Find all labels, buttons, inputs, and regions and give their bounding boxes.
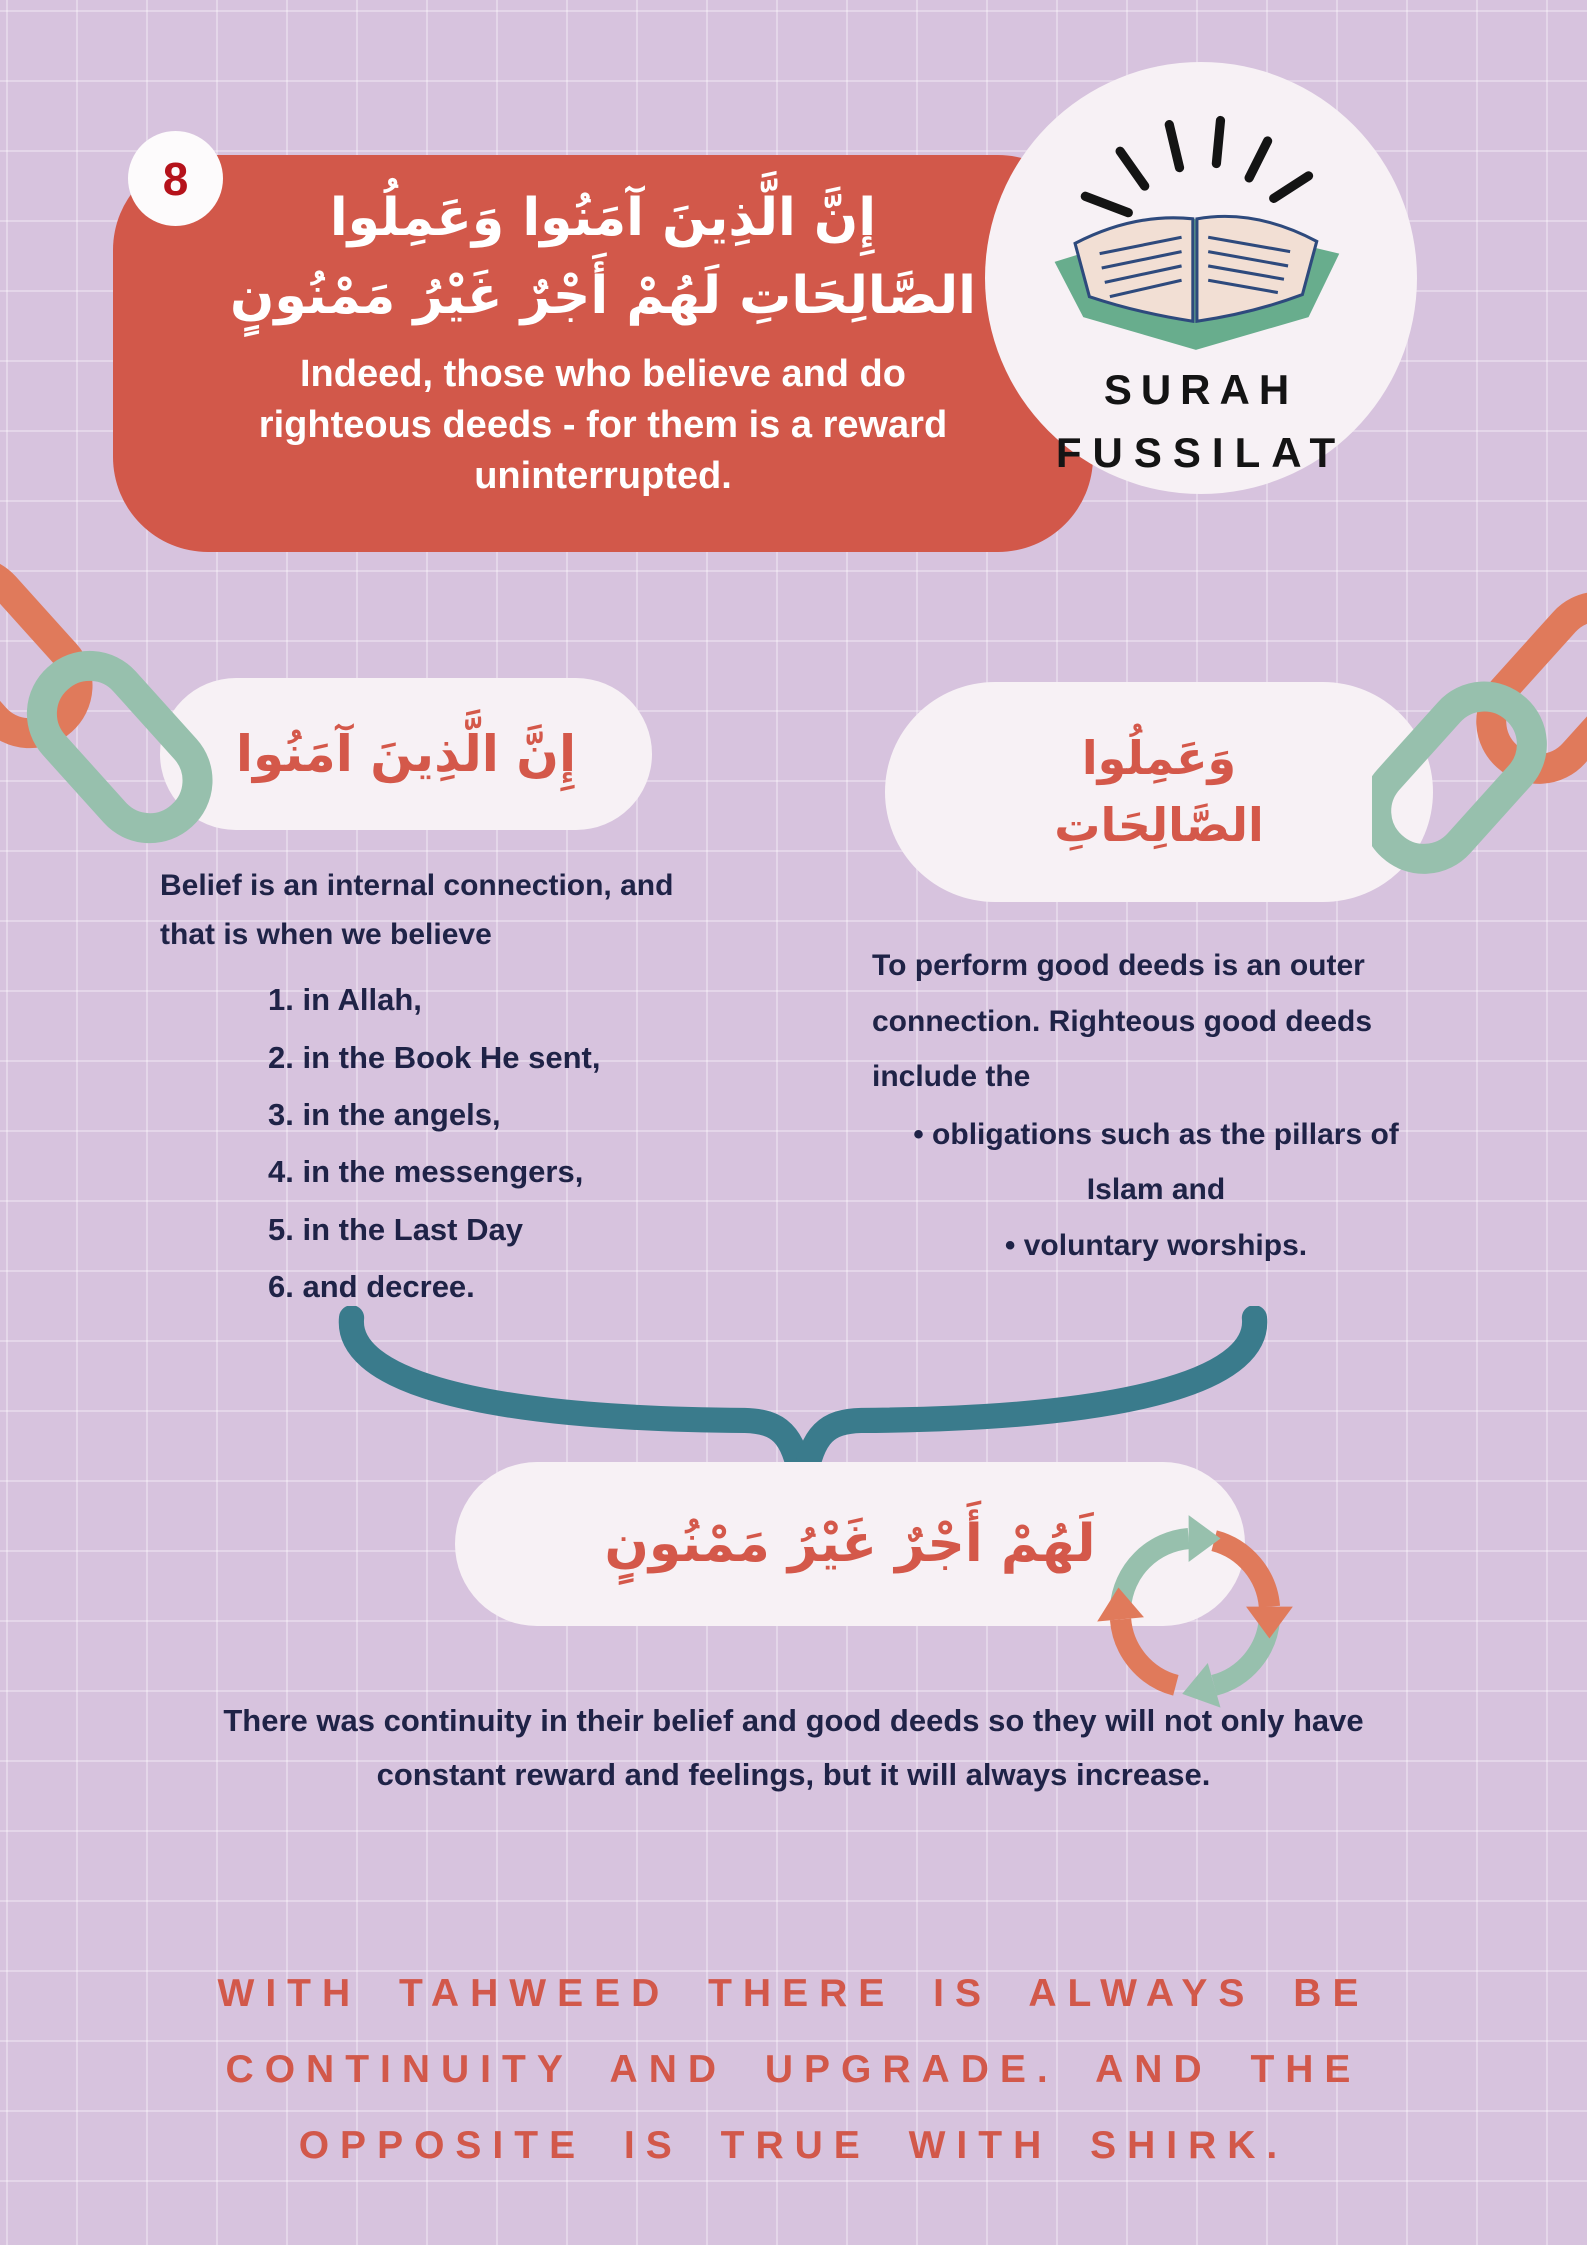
belief-list [160,971,725,1315]
belief-explanation [160,862,725,1315]
reward-arabic-text: لَهُمْ أَجْرٌ غَيْرُ مَمْنُونٍ [604,1514,1096,1574]
deeds-arabic-pill [885,682,1433,902]
deeds-arabic-line2: الصَّالِحَاتِ [1054,798,1264,852]
verse-number-badge [128,131,223,226]
open-book-icon [1025,98,1375,354]
belief-item: in Allah, [302,982,422,1018]
chain-link-icon-right [1372,580,1587,890]
surah-title-line2: FUSSILAT [1055,429,1347,476]
verse-arabic-line1: إِنَّ الَّذِينَ آمَنُوا وَعَمِلُوا [329,188,877,248]
belief-item: in the Book He sent, [302,1039,601,1075]
verse-arabic-line2: الصَّالِحَاتِ لَهُمْ أَجْرٌ غَيْرُ مَمْنُونٍ [230,266,976,326]
surah-title [985,358,1417,484]
belief-item: in the angels, [302,1096,501,1132]
footer-quote: WITH TAHWEED THERE IS ALWAYS BE CONTINUITY AND UPGRADE. AND THE OPPOSITE IS TRUE WITH SHIRK. [217,1972,1370,2168]
belief-item: in the Last Day [302,1211,523,1247]
deeds-explanation [872,938,1440,1273]
belief-arabic-pill [160,678,652,830]
verse-card [113,155,1093,552]
deeds-item: • voluntary worships. [872,1218,1440,1274]
surah-badge-circle [985,62,1417,494]
surah-title-line1: SURAH [1103,366,1299,413]
verse-translation: Indeed, those who believe and do righteous deeds - for them is a reward uninterrupted. [258,353,948,497]
belief-item: in the messengers, [302,1154,584,1190]
cycle-arrows-icon [1078,1496,1312,1730]
verse-number: 8 [162,152,189,205]
belief-item: and decree. [302,1268,475,1304]
deeds-item: • obligations such as the pillars of Islam and [872,1107,1440,1218]
chain-link-icon-left [0,545,222,855]
deeds-intro: To perform good deeds is an outer connection. Righteous good deeds include the [872,949,1373,1093]
deeds-arabic-line1: وَعَمِلُوا [1081,731,1237,786]
continuity-paragraph: There was continuity in their belief and good deeds so they will not only have constant reward and feelings, but it will always increase. [223,1703,1364,1793]
belief-intro: Belief is an internal connection, and that is when we believe [160,869,674,951]
deeds-list [872,1107,1440,1274]
belief-arabic-text: إِنَّ الَّذِينَ آمَنُوا [235,725,577,783]
